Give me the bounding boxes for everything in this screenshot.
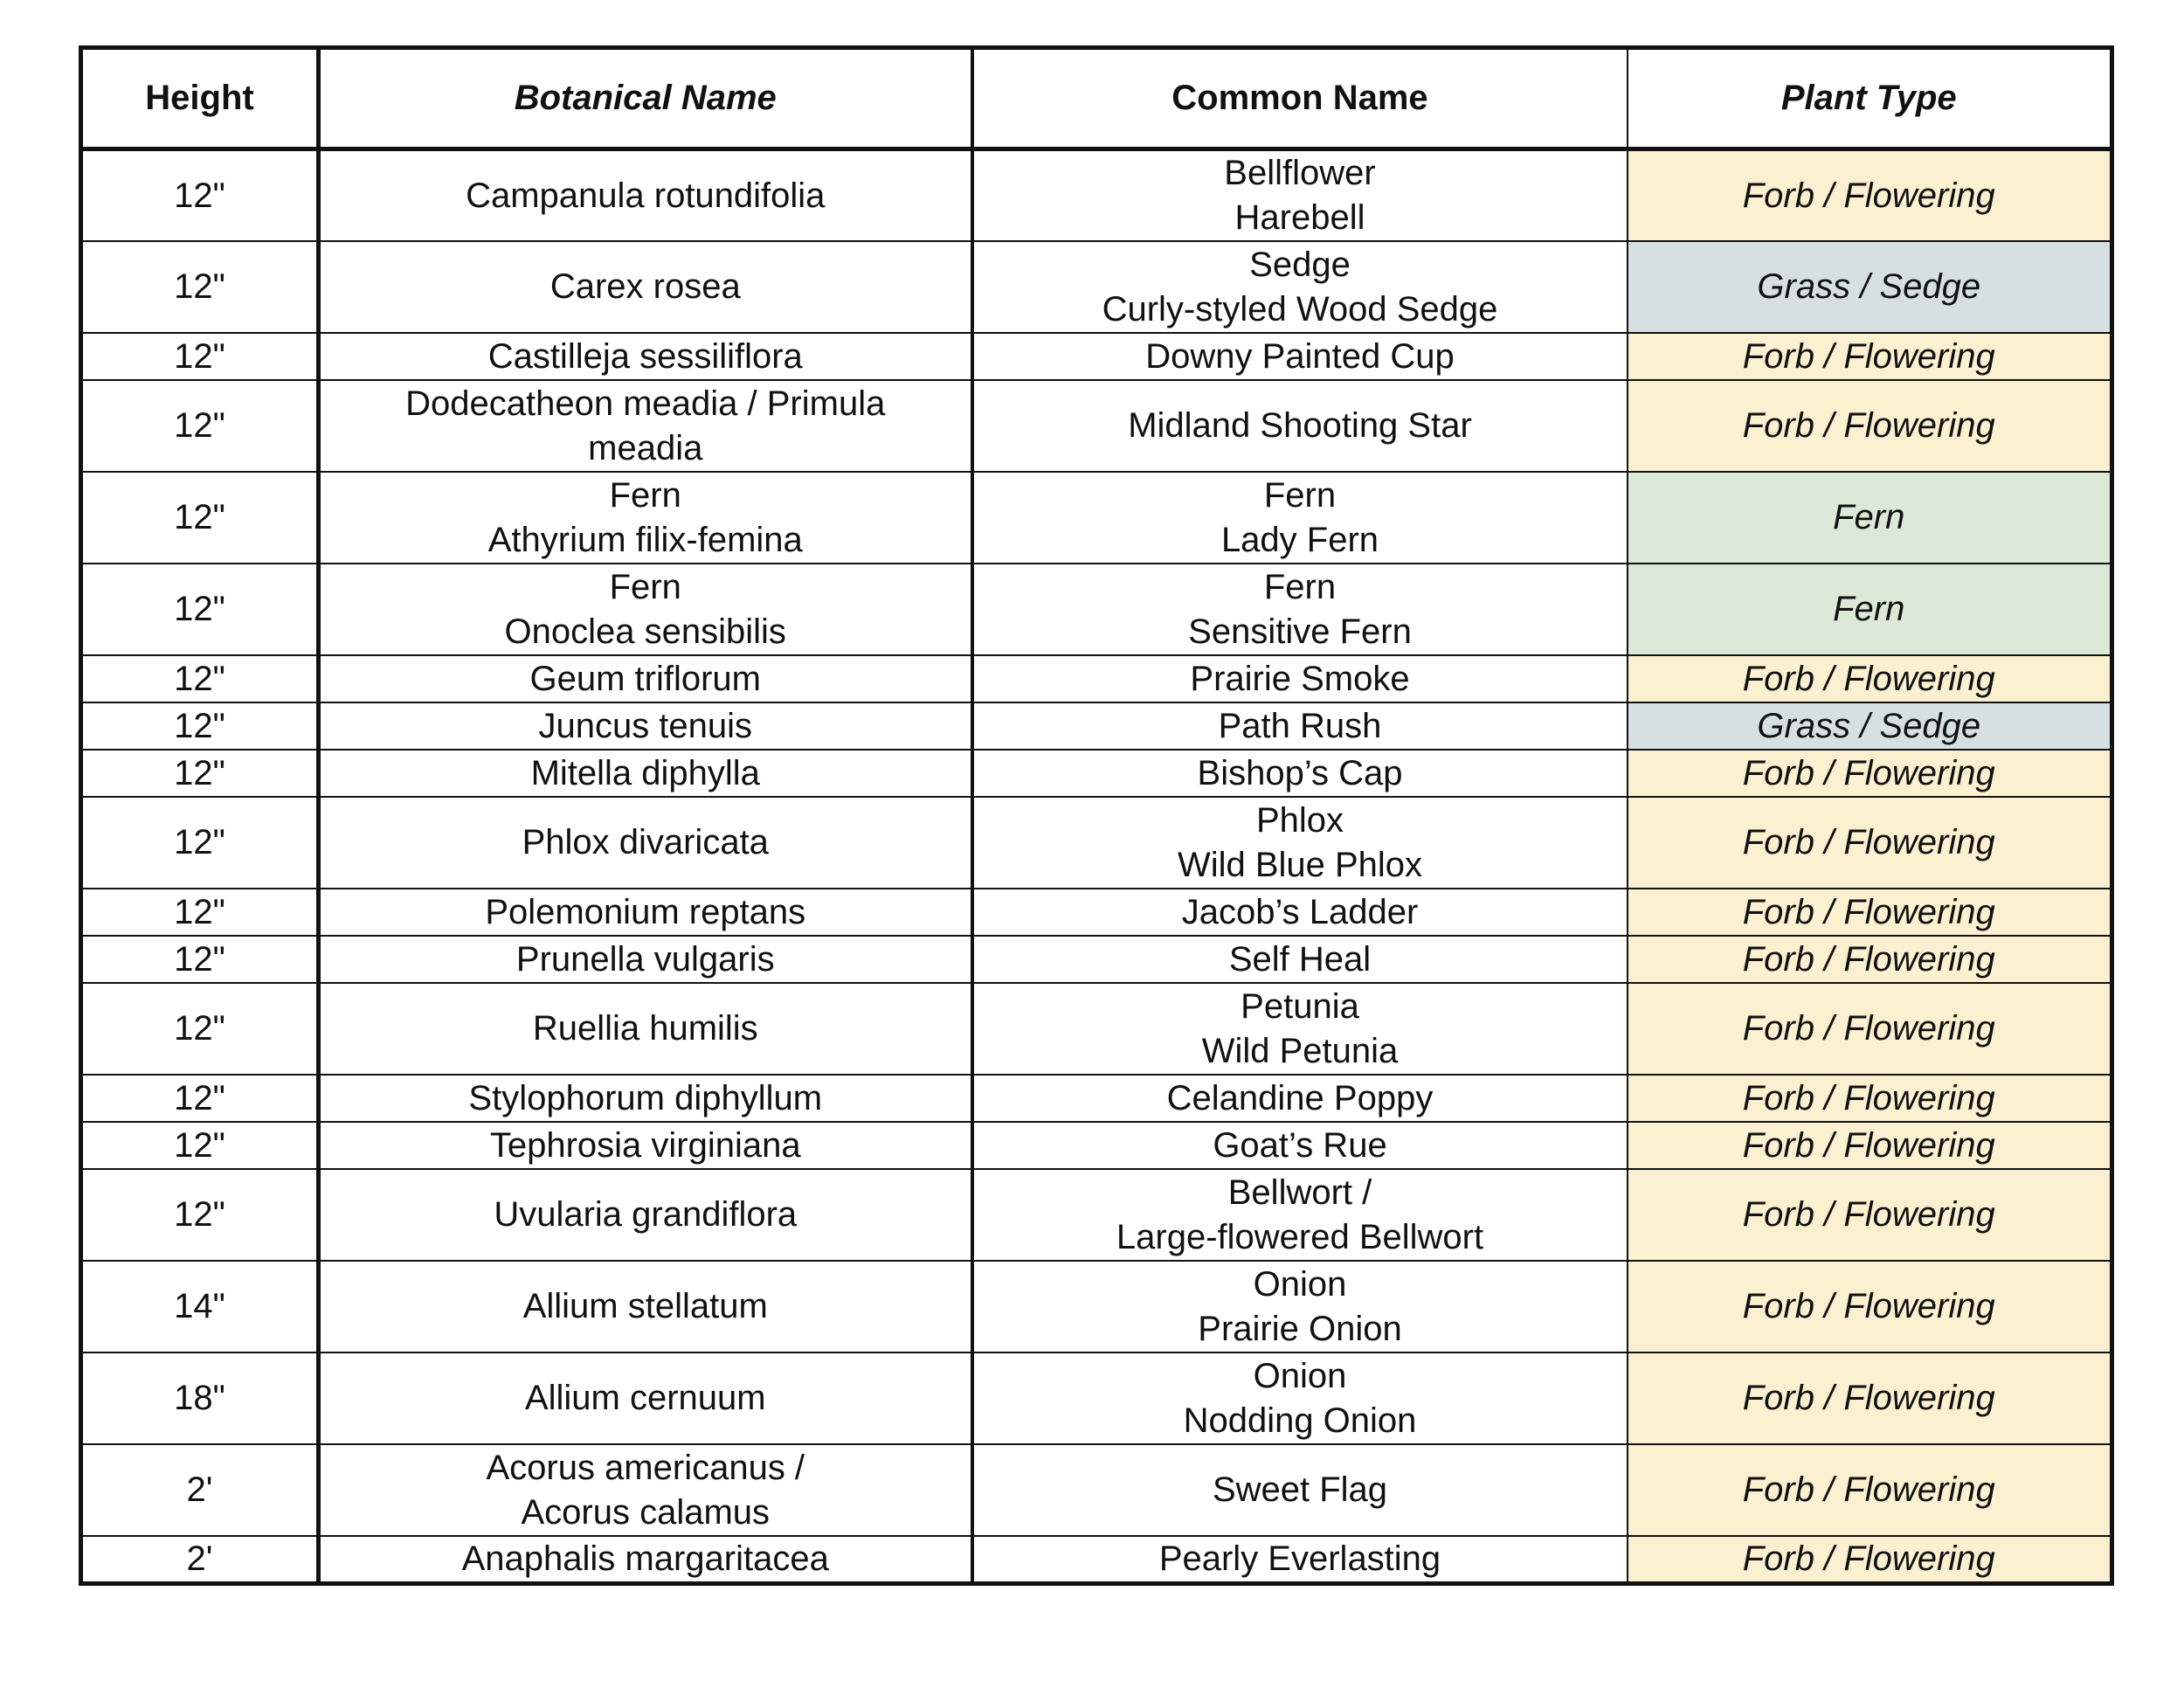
- common-name-cell: [972, 241, 1628, 333]
- common-name-line: Harebell: [1234, 198, 1365, 237]
- common-name-line: Large-flowered Bellwort: [1116, 1217, 1484, 1256]
- header-height: Height: [81, 48, 319, 149]
- common-name-line: Path Rush: [1218, 706, 1382, 745]
- common-name-line: Bellwort /: [1227, 1173, 1372, 1212]
- height-cell: 14": [81, 1261, 319, 1352]
- common-name-cell: [972, 750, 1628, 797]
- plant-type-cell: Forb / Flowering: [1628, 750, 2112, 797]
- botanical-name-line: Carex rosea: [549, 267, 741, 306]
- botanical-name-cell: [319, 797, 972, 889]
- common-name-cell: [972, 1075, 1628, 1122]
- height-cell: 12": [81, 380, 319, 472]
- common-name-cell: [972, 889, 1628, 936]
- common-name-line: Lady Fern: [1220, 520, 1379, 559]
- header-botanical-name: Botanical Name: [319, 48, 972, 149]
- table-row: [81, 655, 2112, 702]
- plant-table: [79, 45, 2114, 1586]
- botanical-name-line: Geum triflorum: [529, 659, 761, 698]
- table-row: [81, 750, 2112, 797]
- botanical-name-cell: [319, 1352, 972, 1444]
- height-cell: 12": [81, 797, 319, 889]
- common-name-line: Prairie Smoke: [1190, 659, 1410, 698]
- height-cell: 12": [81, 936, 319, 983]
- common-name-line: Prairie Onion: [1198, 1309, 1402, 1348]
- height-cell: 12": [81, 472, 319, 564]
- botanical-name-cell: [319, 564, 972, 655]
- botanical-name-line: Fern: [609, 567, 681, 606]
- common-name-cell: [972, 564, 1628, 655]
- plant-type-cell: Forb / Flowering: [1628, 797, 2112, 889]
- botanical-name-cell: [319, 241, 972, 333]
- common-name-cell: [972, 702, 1628, 750]
- table-row: [81, 1169, 2112, 1261]
- plant-type-cell: Fern: [1628, 564, 2112, 655]
- botanical-name-cell: [319, 380, 972, 472]
- common-name-line: Fern: [1263, 475, 1337, 515]
- botanical-name-cell: [319, 702, 972, 750]
- header-plant-type: Plant Type: [1628, 48, 2112, 149]
- table-row: [81, 983, 2112, 1075]
- common-name-cell: [972, 655, 1628, 702]
- table-row: [81, 797, 2112, 889]
- botanical-name-line: Allium stellatum: [522, 1287, 768, 1325]
- table-row: [81, 889, 2112, 936]
- common-name-line: Sensitive Fern: [1188, 612, 1412, 651]
- common-name-line: Petunia: [1241, 986, 1359, 1026]
- table-row: [81, 241, 2112, 333]
- table-row: [81, 472, 2112, 564]
- common-name-cell: [972, 1261, 1628, 1352]
- common-name-line: Jacob’s Ladder: [1181, 892, 1419, 931]
- plant-type-cell: Forb / Flowering: [1628, 1261, 2112, 1352]
- table-row: [81, 1075, 2112, 1122]
- header-row: [81, 48, 2112, 149]
- common-name-cell: [972, 1169, 1628, 1261]
- table-row: [81, 702, 2112, 750]
- header-common-name: Common Name: [972, 48, 1628, 149]
- botanical-name-line: Athyrium filix-femina: [487, 520, 803, 559]
- height-cell: 12": [81, 750, 319, 797]
- plant-type-cell: Grass / Sedge: [1628, 241, 2112, 333]
- common-name-line: Sweet Flag: [1212, 1470, 1388, 1509]
- botanical-name-cell: [319, 936, 972, 983]
- common-name-line: Pearly Everlasting: [1158, 1539, 1441, 1578]
- table-row: [81, 1536, 2112, 1584]
- botanical-name-line: Uvularia grandiflora: [494, 1195, 798, 1234]
- botanical-name-cell: [319, 655, 972, 702]
- plant-type-cell: Forb / Flowering: [1628, 1536, 2112, 1584]
- common-name-cell: [972, 797, 1628, 889]
- botanical-name-cell: [319, 750, 972, 797]
- plant-type-cell: Forb / Flowering: [1628, 983, 2112, 1075]
- common-name-cell: [972, 333, 1628, 380]
- botanical-name-line: Acorus calamus: [521, 1492, 771, 1532]
- botanical-name-cell: [319, 333, 972, 380]
- table-row: [81, 564, 2112, 655]
- common-name-cell: [972, 1536, 1628, 1584]
- table-row: [81, 149, 2112, 242]
- common-name-cell: [972, 936, 1628, 983]
- plant-type-cell: Grass / Sedge: [1628, 702, 2112, 750]
- plant-type-cell: Forb / Flowering: [1628, 380, 2112, 472]
- height-cell: 12": [81, 983, 319, 1075]
- common-name-cell: [972, 472, 1628, 564]
- botanical-name-cell: [319, 472, 972, 564]
- botanical-name-line: Mitella diphylla: [530, 753, 760, 792]
- height-cell: 18": [81, 1352, 319, 1444]
- botanical-name-line: meadia: [588, 428, 703, 467]
- common-name-line: Curly-styled Wood Sedge: [1102, 289, 1498, 329]
- botanical-name-line: Dodecatheon meadia / Primula: [405, 384, 886, 423]
- common-name-line: Celandine Poppy: [1166, 1078, 1434, 1117]
- table-row: [81, 380, 2112, 472]
- common-name-line: Midland Shooting Star: [1128, 406, 1472, 445]
- table-body: [81, 149, 2112, 1584]
- common-name-line: Wild Blue Phlox: [1177, 845, 1423, 884]
- common-name-line: Fern: [1263, 567, 1337, 606]
- plant-type-cell: Forb / Flowering: [1628, 889, 2112, 936]
- botanical-name-line: Onoclea sensibilis: [504, 612, 786, 651]
- plant-type-cell: Forb / Flowering: [1628, 936, 2112, 983]
- height-cell: 12": [81, 1075, 319, 1122]
- common-name-line: Bishop’s Cap: [1197, 753, 1403, 792]
- botanical-name-cell: [319, 1444, 972, 1536]
- common-name-line: Nodding Onion: [1183, 1401, 1417, 1440]
- botanical-name-line: Castilleja sessiliflora: [487, 336, 803, 376]
- plant-type-cell: Forb / Flowering: [1628, 655, 2112, 702]
- plant-type-cell: Forb / Flowering: [1628, 149, 2112, 242]
- plant-type-cell: Forb / Flowering: [1628, 1075, 2112, 1122]
- common-name-line: Self Heal: [1228, 939, 1372, 979]
- common-name-cell: [972, 1352, 1628, 1444]
- common-name-line: Onion: [1253, 1356, 1347, 1395]
- botanical-name-line: Anaphalis margaritacea: [461, 1539, 829, 1578]
- botanical-name-line: Prunella vulgaris: [515, 939, 775, 979]
- table-header: [81, 48, 2112, 149]
- botanical-name-cell: [319, 1536, 972, 1584]
- height-cell: 12": [81, 889, 319, 936]
- botanical-name-line: Juncus tenuis: [538, 706, 753, 745]
- botanical-name-line: Polemonium reptans: [485, 892, 806, 931]
- botanical-name-line: Ruellia humilis: [532, 1009, 758, 1048]
- height-cell: 12": [81, 149, 319, 242]
- plant-type-cell: Forb / Flowering: [1628, 1169, 2112, 1261]
- height-cell: 2': [81, 1536, 319, 1584]
- plant-type-cell: Forb / Flowering: [1628, 333, 2112, 380]
- common-name-cell: [972, 983, 1628, 1075]
- table-row: [81, 1444, 2112, 1536]
- common-name-line: Bellflower: [1224, 154, 1376, 192]
- height-cell: 12": [81, 564, 319, 655]
- height-cell: 12": [81, 655, 319, 702]
- common-name-line: Wild Petunia: [1201, 1031, 1399, 1070]
- height-cell: 12": [81, 1169, 319, 1261]
- botanical-name-line: Acorus americanus /: [486, 1448, 805, 1487]
- botanical-name-line: Tephrosia virginiana: [489, 1125, 801, 1165]
- height-cell: 12": [81, 1122, 319, 1169]
- table-row: [81, 1261, 2112, 1352]
- table-row: [81, 333, 2112, 380]
- common-name-line: Goat’s Rue: [1213, 1125, 1387, 1165]
- table-row: [81, 1122, 2112, 1169]
- botanical-name-line: Fern: [609, 475, 681, 515]
- plant-type-cell: Forb / Flowering: [1628, 1122, 2112, 1169]
- common-name-cell: [972, 1444, 1628, 1536]
- botanical-name-cell: [319, 1075, 972, 1122]
- height-cell: 2': [81, 1444, 319, 1536]
- botanical-name-line: Campanula rotundifolia: [466, 176, 826, 215]
- common-name-line: Sedge: [1249, 245, 1351, 284]
- table-row: [81, 1352, 2112, 1444]
- table-row: [81, 936, 2112, 983]
- botanical-name-cell: [319, 1122, 972, 1169]
- common-name-line: Phlox: [1255, 800, 1344, 840]
- common-name-cell: [972, 1122, 1628, 1169]
- common-name-line: Downy Painted Cup: [1145, 336, 1455, 376]
- height-cell: 12": [81, 333, 319, 380]
- botanical-name-line: Phlox divaricata: [522, 823, 769, 861]
- plant-type-cell: Fern: [1628, 472, 2112, 564]
- common-name-line: Onion: [1253, 1264, 1347, 1304]
- botanical-name-cell: [319, 1261, 972, 1352]
- botanical-name-cell: [319, 149, 972, 242]
- height-cell: 12": [81, 702, 319, 750]
- botanical-name-cell: [319, 983, 972, 1075]
- height-cell: 12": [81, 241, 319, 333]
- botanical-name-cell: [319, 889, 972, 936]
- botanical-name-line: Stylophorum diphyllum: [468, 1078, 823, 1117]
- common-name-cell: [972, 149, 1628, 242]
- plant-type-cell: Forb / Flowering: [1628, 1444, 2112, 1536]
- common-name-cell: [972, 380, 1628, 472]
- botanical-name-line: Allium cernuum: [524, 1379, 766, 1417]
- botanical-name-cell: [319, 1169, 972, 1261]
- plant-type-cell: Forb / Flowering: [1628, 1352, 2112, 1444]
